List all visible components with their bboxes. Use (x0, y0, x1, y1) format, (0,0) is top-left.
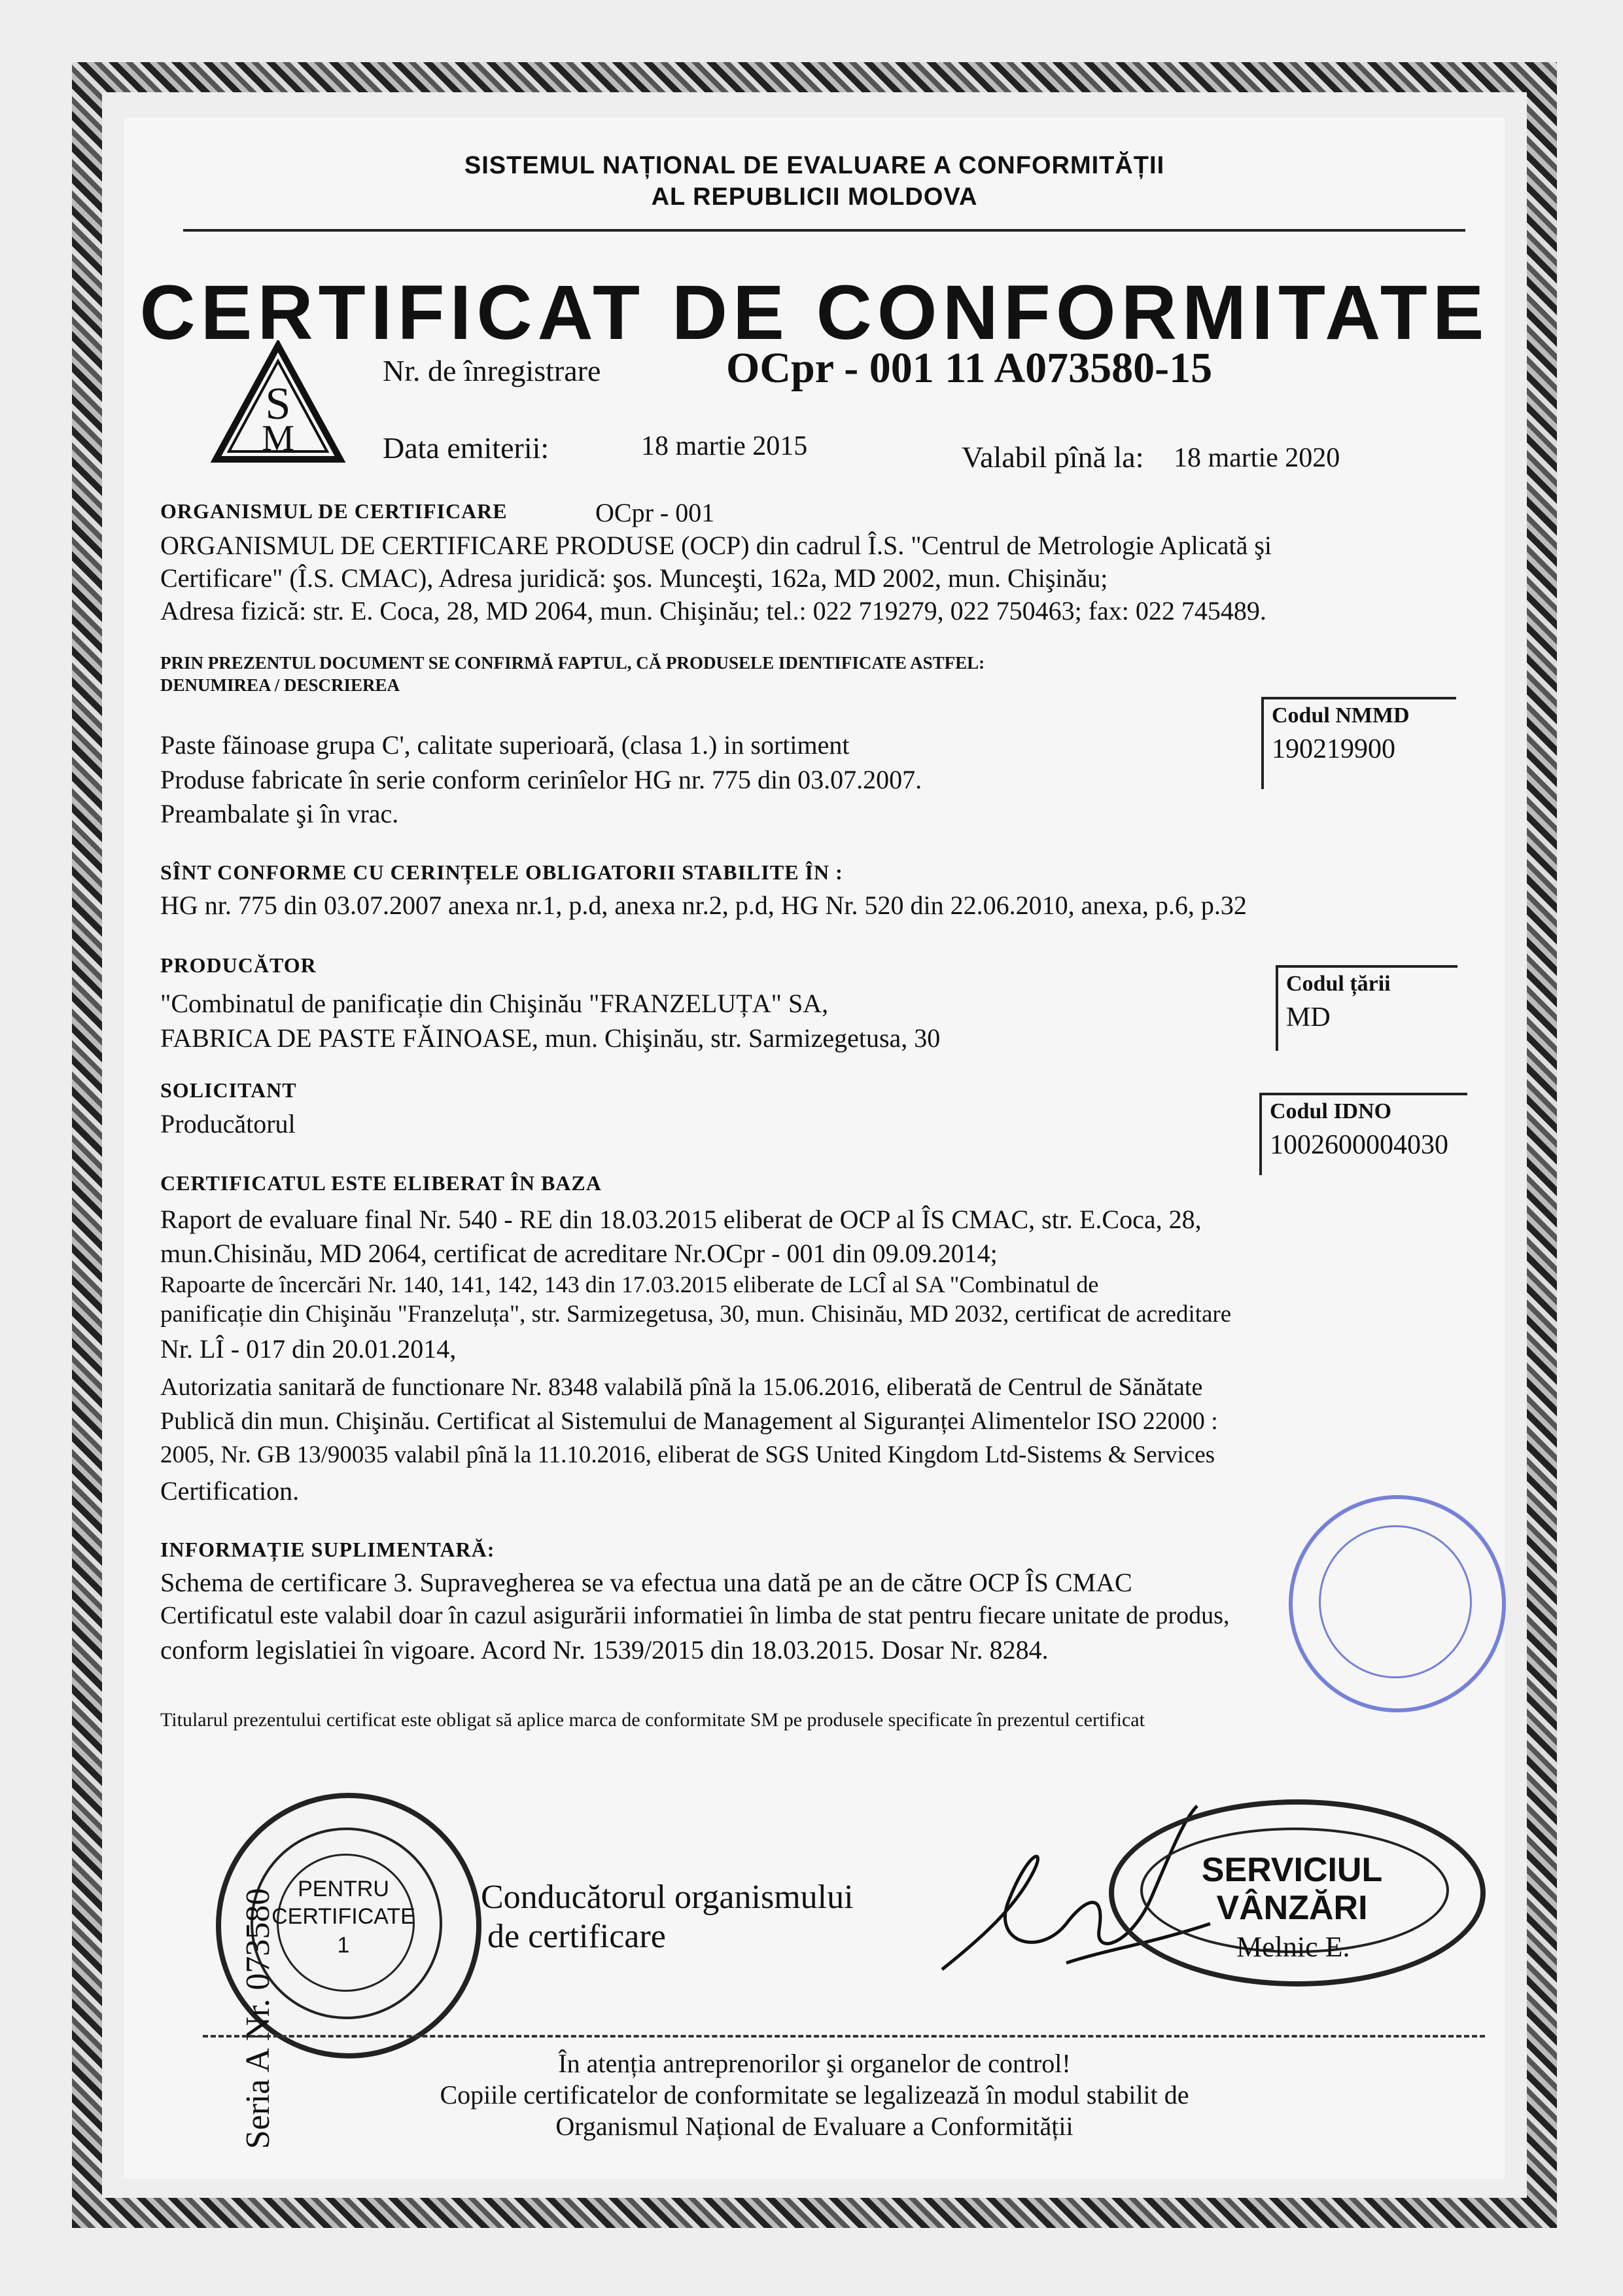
left-stamp-line1: PENTRU (298, 1877, 389, 1901)
conformity-caption: SÎNT CONFORME CU CERINȚELE OBLIGATORII STABILITE ÎN : (160, 860, 843, 884)
nmmd-code-value: 190219900 (1272, 734, 1395, 764)
footer-line3: Organismul Național de Evaluare a Conformității (555, 2111, 1073, 2141)
conformity-line1: HG nr. 775 din 03.07.2007 anexa nr.1, p.d, anexa nr.2, p.d, HG Nr. 520 din 22.06.2010, anexa, p.6, p.32 (160, 891, 1247, 920)
basis-caption: CERTIFICATUL ESTE ELIBERAT ÎN BAZA (160, 1171, 602, 1195)
supplementary-line1: Schema de certificare 3. Supravegherea se va efectua una dată pe an de către OCP ÎS CMAC (160, 1568, 1132, 1597)
country-code-value: MD (1286, 1002, 1331, 1033)
holder-note: Titularul prezentului certificat este obligat să aplice marca de conformitate SM pe produsele specificate în prezentul certificat (160, 1709, 1145, 1731)
basis-line1: Raport de evaluare final Nr. 540 - RE din 18.03.2015 eliberat de OCP al ÎS CMAC, str. E.Coca, 28, (160, 1205, 1202, 1234)
registration-label: Nr. de înregistrare (383, 354, 601, 387)
nmmd-code-label: Codul NMMD (1272, 703, 1410, 728)
supplementary-caption: INFORMAȚIE SUPLIMENTARĂ: (160, 1538, 495, 1561)
header-line1: SISTEMUL NAȚIONAL DE EVALUARE A CONFORMITĂȚII (464, 152, 1165, 179)
left-stamp-line3: 1 (337, 1933, 350, 1958)
certifying-body-code: OCpr - 001 (595, 498, 715, 527)
basis-line9: Certification. (160, 1476, 300, 1506)
product-line1: Paste făinoase grupa C', calitate superioară, (clasa 1.) in sortiment (160, 730, 850, 760)
idno-code-box (1259, 1093, 1467, 1175)
basis-line8: 2005, Nr. GB 13/90035 valabil pînă la 11.10.2016, eliberat de SGS United Kingdom Ltd-Sistems & Services (160, 1441, 1215, 1468)
header-line2: AL REPUBLICII MOLDOVA (651, 183, 978, 211)
producer-line1: "Combinatul de panificație din Chişinău "FRANZELUȚA" SA, (160, 989, 829, 1018)
certifying-body-caption: ORGANISMUL DE CERTIFICARE (160, 499, 508, 523)
signatory-role-line1: Conducătorul organismului (481, 1879, 854, 1916)
product-line2: Produse fabricate în serie conform cerinîelor HG nr. 775 din 03.07.2007. (160, 765, 922, 794)
footer-divider (203, 2035, 1485, 2038)
right-stamp-line1: SERVICIUL (1201, 1851, 1383, 1889)
sm-triangle-logo-icon (209, 340, 347, 465)
country-code-label: Codul țării (1286, 972, 1391, 996)
document-title: CERTIFICAT DE CONFORMITATE (139, 270, 1490, 356)
left-stamp-line2: CERTIFICATE (271, 1904, 415, 1929)
issue-date: 18 martie 2015 (641, 431, 808, 461)
products-caption: PRIN PREZENTUL DOCUMENT SE CONFIRMĂ FAPTUL, CĂ PRODUSELE IDENTIFICATE ASTFEL: (160, 653, 985, 673)
applicant-caption: SOLICITANT (160, 1078, 297, 1102)
issue-date-label: Data emiterii: (383, 431, 550, 465)
basis-line5: Nr. LÎ - 017 din 20.01.2014, (160, 1334, 457, 1364)
svg-text:M: M (262, 418, 294, 459)
right-stamp-line2: VÂNZĂRI (1216, 1889, 1368, 1927)
idno-code-value: 1002600004030 (1270, 1130, 1448, 1160)
certifying-body-line2: Certificare" (Î.S. CMAC), Adresa juridică: şos. Munceşti, 162a, MD 2002, mun. Chişinău; (160, 563, 1108, 593)
certifying-body-line1: ORGANISMUL DE CERTIFICARE PRODUSE (OCP) din cadrul Î.S. "Centrul de Metrologie Aplicată şi (160, 531, 1272, 560)
series-number: Seria A Nr. 073580 (239, 1888, 277, 2149)
idno-code-label: Codul IDNO (1270, 1099, 1392, 1123)
signatory-role-line2: de certificare (487, 1918, 666, 1955)
header-divider (183, 229, 1465, 232)
product-line3: Preambalate şi în vrac. (160, 799, 399, 828)
basis-line3: Rapoarte de încercări Nr. 140, 141, 142, 143 din 17.03.2015 eliberate de LCÎ al SA "Combinatul de (160, 1271, 1099, 1298)
certifying-body-line3: Adresa fizică: str. E. Coca, 28, MD 2064, mun. Chişinău; tel.: 022 719279, 022 750463; fax: 022 745489. (160, 596, 1266, 626)
producer-caption: PRODUCĂTOR (160, 953, 317, 977)
certificate-body (124, 118, 1505, 2179)
registration-number: OCpr - 001 11 A073580-15 (726, 344, 1213, 392)
nmmd-code-box (1261, 697, 1456, 789)
valid-until-date: 18 martie 2020 (1174, 443, 1340, 473)
svg-text:S: S (265, 379, 291, 429)
products-subcaption: DENUMIREA / DESCRIEREA (160, 675, 400, 695)
blue-round-stamp-icon (1289, 1495, 1506, 1712)
basis-line4: panificație din Chişinău "Franzeluța", str. Sarmizegetusa, 30, mun. Chisinău, MD 2032, certificat de acreditare (160, 1301, 1232, 1328)
supplementary-line3: conform legislatiei în vigoare. Acord Nr. 1539/2015 din 18.03.2015. Dosar Nr. 8284. (160, 1635, 1049, 1665)
footer-line2: Copiile certificatelor de conformitate se legalizează în modul stabilit de (440, 2080, 1189, 2110)
valid-until-label: Valabil pînă la: (962, 440, 1144, 474)
producer-line2: FABRICA DE PASTE FĂINOASE, mun. Chişinău, str. Sarmizegetusa, 30 (160, 1023, 941, 1053)
signatory-name: Melnic E. (1236, 1931, 1350, 1963)
basis-line7: Publică din mun. Chişinău. Certificat al Sistemului de Management al Siguranței Alimentelor ISO 22000 : (160, 1407, 1218, 1435)
footer-line1: În atenția antreprenorilor şi organelor de control! (558, 2049, 1071, 2078)
applicant-line1: Producătorul (160, 1109, 296, 1139)
basis-line6: Autorizatia sanitară de functionare Nr. 8348 valabilă pînă la 15.06.2016, eliberată de Centrul de Sănătate (160, 1373, 1203, 1401)
country-code-box (1276, 965, 1457, 1051)
supplementary-line2: Certificatul este valabil doar în cazul asigurării informatiei în limba de stat pentru fiecare unitate de produs, (160, 1602, 1230, 1629)
basis-line2: mun.Chisinău, MD 2064, certificat de acreditare Nr.OCpr - 001 din 09.09.2014; (160, 1239, 998, 1268)
